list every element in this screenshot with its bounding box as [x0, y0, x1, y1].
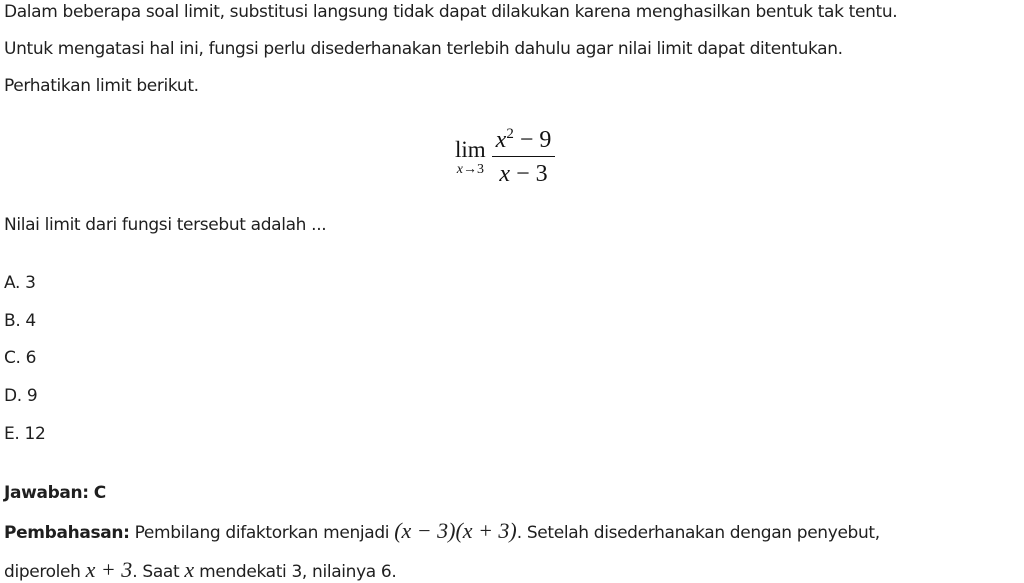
intro-line-3: Perhatikan limit berikut.	[4, 76, 199, 96]
answer-label: Jawaban:	[4, 483, 89, 503]
intro-line-1: Dalam beberapa soal limit, substitusi langsung tidak dapat dilakukan karena menghasilkan bentuk tak tentu.	[4, 2, 898, 22]
option-b: B. 4	[4, 311, 36, 331]
option-d: D. 9	[4, 386, 38, 406]
factored-expression: (x − 3)(x + 3)	[394, 518, 517, 543]
variable-x: x	[184, 557, 195, 582]
simplified-expression: x + 3	[85, 557, 133, 582]
explanation-line-2: diperoleh x + 3. Saat x mendekati 3, nilainya 6.	[4, 557, 397, 582]
option-a: A. 3	[4, 273, 36, 293]
explanation-label: Pembahasan:	[4, 523, 130, 543]
lim-word: lim	[455, 137, 486, 163]
lim-subscript: x→3	[456, 162, 484, 178]
intro-line-2: Untuk mengatasi hal ini, fungsi perlu disederhanakan terlebih dahulu agar nilai limit dapat ditentukan.	[4, 39, 843, 59]
limit-formula	[455, 120, 555, 188]
fraction	[492, 120, 556, 188]
limit-operator	[455, 138, 486, 178]
question-text: Nilai limit dari fungsi tersebut adalah ...	[4, 215, 327, 235]
answer-value: C	[93, 483, 106, 503]
answer-line	[4, 483, 106, 503]
fraction-bar	[492, 156, 556, 157]
explanation-line-1: Pembahasan: Pembilang difaktorkan menjadi (x − 3)(x + 3). Setelah disederhanakan dengan penyebut,	[4, 518, 880, 543]
option-c: C. 6	[4, 348, 37, 368]
numerator: $x^2 - 9$	[495, 126, 552, 153]
denominator: x − 3	[499, 161, 548, 188]
option-e: E. 12	[4, 424, 46, 444]
